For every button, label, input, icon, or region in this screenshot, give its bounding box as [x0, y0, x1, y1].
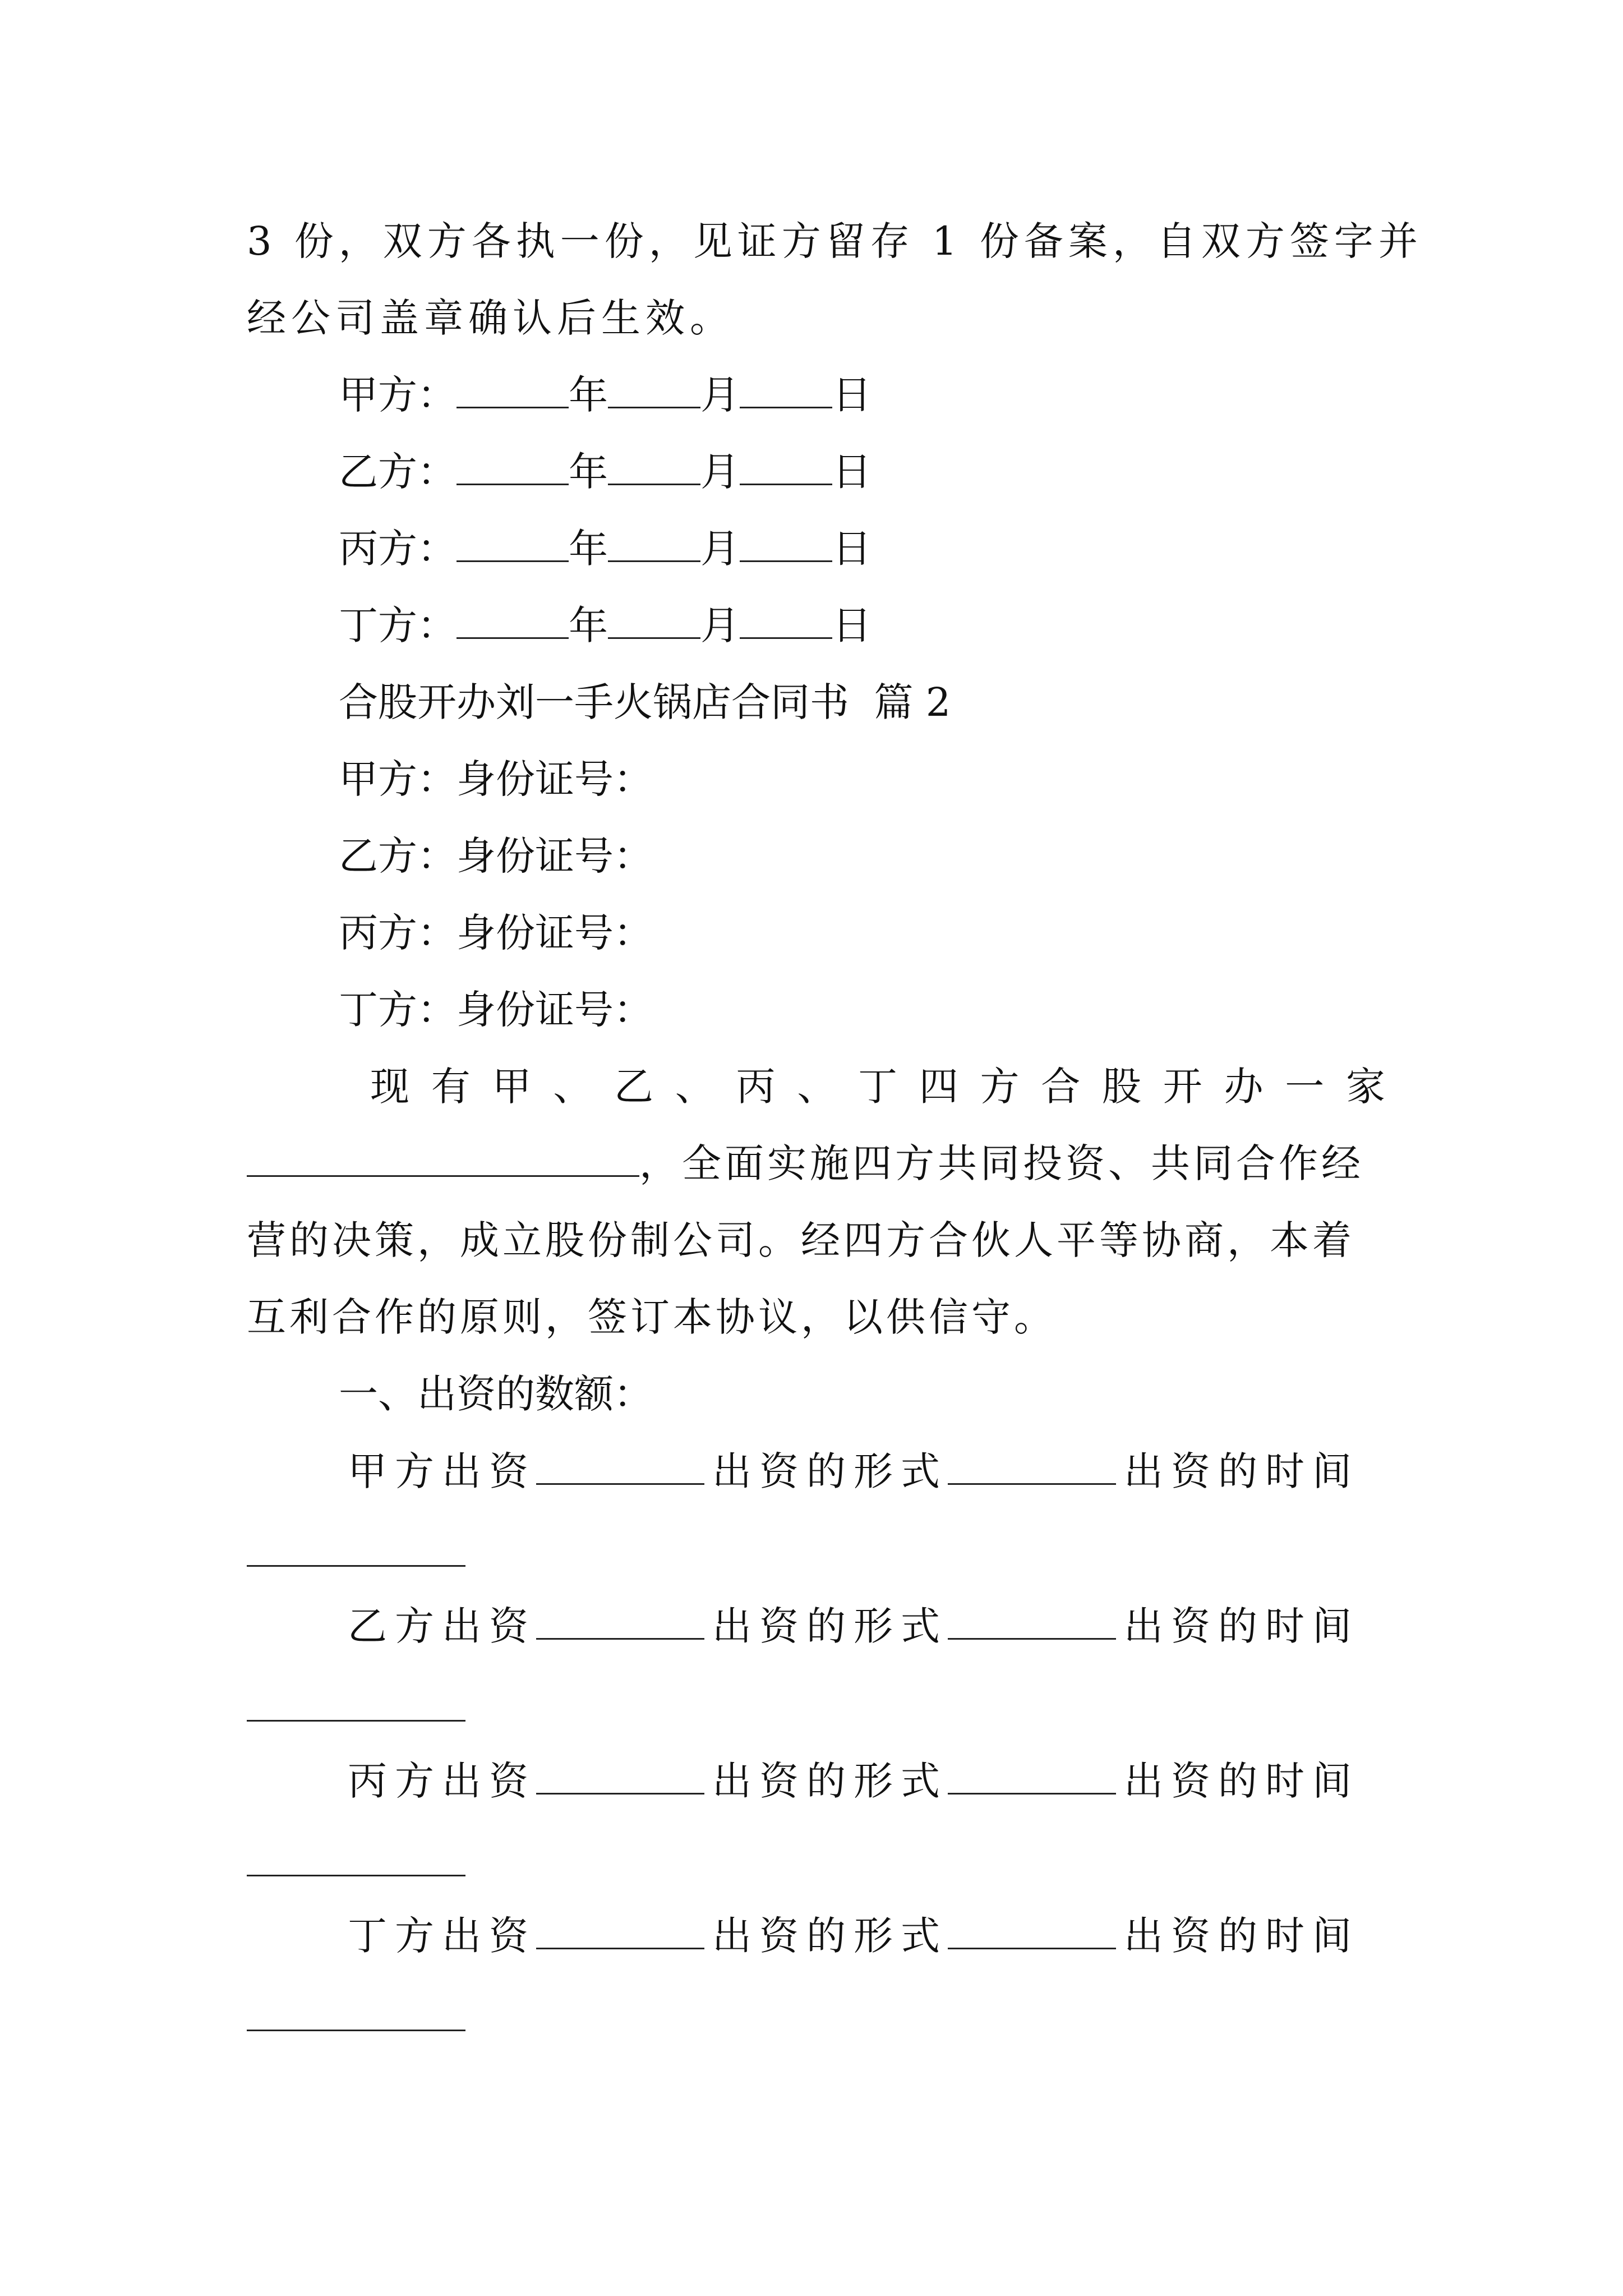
intro-char: 开	[1163, 1064, 1202, 1110]
month-label: 月	[700, 526, 740, 572]
intro-char: 、	[553, 1064, 593, 1110]
day-blank	[740, 602, 832, 639]
day-label: 日	[832, 449, 872, 495]
id-line-text: 乙方：身份证号：	[339, 833, 653, 879]
month-blank	[608, 526, 700, 562]
intro-char: 、	[675, 1064, 714, 1110]
paragraph-line	[247, 216, 1423, 266]
time-blank	[247, 1720, 465, 1722]
id-line-text: 甲方：身份证号：	[339, 756, 653, 802]
id-line-text: 丁方：身份证号：	[339, 987, 653, 1033]
form-blank	[948, 1603, 1116, 1640]
intro-char: 一	[1285, 1064, 1325, 1110]
contribution-form-label: 出资的形式	[712, 1603, 948, 1649]
paragraph-line	[247, 293, 1385, 343]
intro-char: 、	[797, 1064, 837, 1110]
section-title	[339, 677, 1477, 728]
amount-blank	[536, 1603, 704, 1640]
signature-date-line	[339, 447, 1477, 497]
paragraph-text: 经公司盖章确认后生效。	[247, 295, 734, 341]
section-title-text: 合股开办刘一手火锅店合同书 篇 2	[339, 679, 951, 725]
contribution-time-label: 出资的时间	[1124, 1448, 1359, 1494]
contribution-form-label: 出资的形式	[712, 1758, 948, 1804]
intro-char: 有	[431, 1064, 471, 1110]
contribution-form-label: 出资的形式	[712, 1448, 948, 1494]
time-blank	[247, 2030, 465, 2031]
year-label: 年	[569, 526, 608, 572]
time-blank	[247, 1565, 465, 1567]
id-line	[339, 831, 1477, 881]
intro-char: 方	[980, 1064, 1020, 1110]
id-line-text: 丙方：身份证号：	[339, 910, 653, 956]
signature-date-line	[339, 370, 1477, 420]
contribution-time-label: 出资的时间	[1124, 1758, 1359, 1804]
time-blank	[247, 1875, 465, 1876]
intro-char: 现	[370, 1064, 409, 1110]
year-blank	[457, 449, 569, 485]
intro-char: 丙	[736, 1064, 776, 1110]
year-blank	[457, 526, 569, 562]
year-label: 年	[569, 372, 608, 418]
amount-blank	[536, 1913, 704, 1949]
contribution-row	[348, 1756, 1385, 1806]
month-blank	[608, 449, 700, 485]
signature-date-line	[339, 600, 1477, 651]
intro-char: 股	[1102, 1064, 1141, 1110]
intro-char: 丁	[858, 1064, 897, 1110]
month-blank	[608, 602, 700, 639]
clause-title	[339, 1369, 1477, 1419]
contribution-party-label: 丁方出资	[348, 1913, 536, 1959]
intro-char: 办	[1224, 1064, 1264, 1110]
intro-text: 互利合作的原则，签订本协议，以供信守。	[247, 1294, 1057, 1340]
day-blank	[740, 372, 832, 408]
day-label: 日	[832, 602, 872, 648]
form-blank	[948, 1758, 1116, 1795]
contribution-party-label: 丙方出资	[348, 1758, 536, 1804]
intro-char: 甲	[492, 1064, 532, 1110]
intro-text: ，全面实施四方共同投资、共同合作经	[639, 1140, 1364, 1186]
day-label: 日	[832, 526, 872, 572]
paragraph-text: 3 份，双方各执一份，见证方留存 1 份备案，自双方签字并	[247, 218, 1423, 264]
id-line	[339, 754, 1477, 804]
signature-date-line	[339, 523, 1477, 574]
party-label: 丙方：	[339, 526, 457, 572]
intro-char: 合	[1041, 1064, 1081, 1110]
intro-line-3	[247, 1215, 1385, 1266]
month-label: 月	[700, 372, 740, 418]
id-line	[339, 908, 1477, 958]
month-blank	[608, 372, 700, 408]
day-blank	[740, 449, 832, 485]
form-blank	[948, 1448, 1116, 1485]
year-blank	[457, 602, 569, 639]
month-label: 月	[700, 602, 740, 648]
intro-char: 乙	[614, 1064, 653, 1110]
year-blank	[457, 372, 569, 408]
year-label: 年	[569, 602, 608, 648]
contribution-row	[348, 1601, 1385, 1651]
contribution-party-label: 乙方出资	[348, 1603, 536, 1649]
intro-char: 家	[1346, 1064, 1385, 1110]
month-label: 月	[700, 449, 740, 495]
party-label: 乙方：	[339, 449, 457, 495]
contribution-time-label: 出资的时间	[1124, 1913, 1359, 1959]
day-label: 日	[832, 372, 872, 418]
amount-blank	[536, 1448, 704, 1485]
year-label: 年	[569, 449, 608, 495]
form-blank	[948, 1913, 1116, 1949]
intro-char: 四	[919, 1064, 958, 1110]
contribution-form-label: 出资的形式	[712, 1913, 948, 1959]
intro-text: 营的决策，成立股份制公司。经四方合伙人平等协商，本着	[247, 1217, 1355, 1263]
intro-line-2	[247, 1138, 1385, 1189]
company-name-blank	[247, 1140, 639, 1177]
id-line	[339, 984, 1477, 1035]
day-blank	[740, 526, 832, 562]
intro-chars	[370, 1061, 1385, 1112]
contribution-row	[348, 1446, 1385, 1497]
party-label: 甲方：	[339, 372, 457, 418]
amount-blank	[536, 1758, 704, 1795]
contribution-time-label: 出资的时间	[1124, 1603, 1359, 1649]
intro-line-4	[247, 1292, 1385, 1342]
party-label: 丁方：	[339, 602, 457, 648]
clause-title-text: 一、出资的数额：	[339, 1371, 653, 1417]
contribution-row	[348, 1911, 1385, 1961]
contribution-party-label: 甲方出资	[348, 1448, 536, 1494]
intro-line-1	[370, 1061, 1385, 1112]
